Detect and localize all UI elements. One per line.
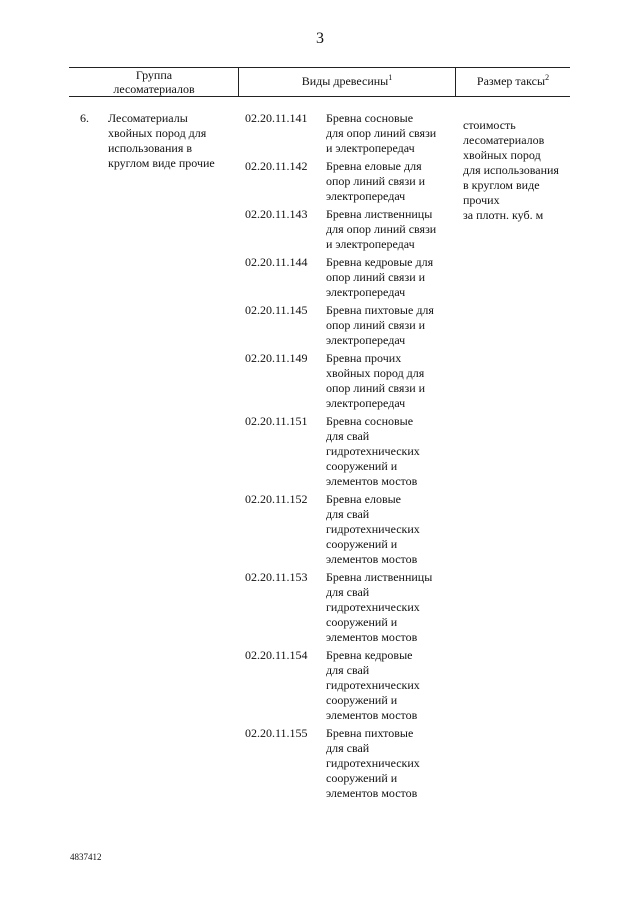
wood-type-description-line: опор линий связи и [326, 270, 426, 284]
group-name-line: хвойных пород для [108, 126, 207, 140]
document-code: 4837412 [70, 852, 102, 862]
group-name-line: Лесоматериалы [108, 111, 188, 125]
wood-type-description-line: для свай [326, 663, 370, 677]
wood-type-code: 02.20.11.144 [245, 255, 308, 269]
wood-type-description-line: элементов мостов [326, 552, 418, 566]
wood-type-description [326, 207, 456, 252]
wood-type-description [326, 648, 456, 723]
rate-description-line: за плотн. куб. м [463, 208, 544, 222]
wood-type-description-line: гидротехнических [326, 444, 420, 458]
wood-type-description-line: для опор линий связи [326, 126, 437, 140]
wood-type-description-line: для свай [326, 429, 370, 443]
wood-type-description-line: и электропередач [326, 141, 415, 155]
header-group-cell [70, 68, 238, 96]
wood-type-description-line: Бревна пихтовые [326, 726, 414, 740]
wood-type-description-line: гидротехнических [326, 600, 420, 614]
header-group-line-2: лесоматериалов [113, 82, 195, 96]
wood-type-description [326, 492, 456, 567]
wood-type-code: 02.20.11.143 [245, 207, 308, 221]
wood-type-description-line: сооружений и [326, 771, 398, 785]
rate-description-line: в круглом виде [463, 178, 540, 192]
wood-type-description-line: для свай [326, 741, 370, 755]
wood-type-code: 02.20.11.141 [245, 111, 308, 125]
wood-type-description-line: сооружений и [326, 537, 398, 551]
wood-type-description [326, 303, 456, 348]
rate-description [463, 118, 578, 223]
wood-type-description-line: Бревна сосновые [326, 111, 414, 125]
wood-type-description [326, 414, 456, 489]
wood-type-code: 02.20.11.145 [245, 303, 308, 317]
group-name-line: круглом виде прочие [108, 156, 215, 170]
wood-type-code: 02.20.11.155 [245, 726, 308, 740]
wood-type-description-line: гидротехнических [326, 522, 420, 536]
wood-type-description-line: электропередач [326, 189, 406, 203]
rate-description-line: лесоматериалов [463, 133, 545, 147]
wood-type-description-line: для свай [326, 585, 370, 599]
wood-type-description-line: для опор линий связи [326, 222, 437, 236]
wood-type-description-line: сооружений и [326, 693, 398, 707]
header-group-line-1: Группа [135, 68, 173, 82]
wood-type-description-line: электропередач [326, 333, 406, 347]
rate-description-line: хвойных пород [463, 148, 541, 162]
wood-type-description-line: гидротехнических [326, 678, 420, 692]
wood-type-description-line: Бревна сосновые [326, 414, 414, 428]
wood-type-description-line: Бревна лиственницы [326, 570, 433, 584]
header-bottom-rule [69, 96, 570, 97]
wood-type-description-line: элементов мостов [326, 708, 418, 722]
wood-type-description-line: хвойных пород для [326, 366, 425, 380]
wood-type-description [326, 570, 456, 645]
wood-type-description-line: сооружений и [326, 615, 398, 629]
wood-type-description-line: и электропередач [326, 237, 415, 251]
group-name [108, 111, 240, 171]
rate-description-line: для использования [463, 163, 559, 177]
wood-type-description-line: Бревна пихтовые для [326, 303, 434, 317]
wood-type-description [326, 159, 456, 204]
wood-type-description-line: опор линий связи и [326, 318, 426, 332]
wood-type-description-line: сооружений и [326, 459, 398, 473]
wood-type-description-line: Бревна кедровые для [326, 255, 434, 269]
wood-type-description-line: элементов мостов [326, 474, 418, 488]
wood-type-description-line: опор линий связи и [326, 174, 426, 188]
wood-type-code: 02.20.11.153 [245, 570, 308, 584]
group-number: 6. [80, 111, 89, 125]
rate-description-line: стоимость [463, 118, 516, 132]
header-wood-types-cell [239, 74, 455, 88]
wood-type-code: 02.20.11.154 [245, 648, 308, 662]
header-rate-footnote: 2 [545, 73, 550, 82]
wood-type-description-line: Бревна еловые для [326, 159, 422, 173]
header-wood-types-footnote: 1 [388, 73, 393, 82]
wood-type-description-line: элементов мостов [326, 786, 418, 800]
header-rate-text: Размер таксы [476, 74, 546, 88]
header-rate-cell [456, 74, 570, 88]
wood-type-description [326, 111, 456, 156]
wood-type-description-line: электропередач [326, 396, 406, 410]
header-wood-types-text: Виды древесины [301, 74, 389, 88]
wood-type-description-line: Бревна кедровые [326, 648, 413, 662]
wood-type-description-line: Бревна лиственницы [326, 207, 433, 221]
wood-type-description-line: для свай [326, 507, 370, 521]
page-number: 3 [316, 30, 324, 47]
wood-type-description [326, 351, 456, 411]
wood-type-description-line: электропередач [326, 285, 406, 299]
wood-type-code: 02.20.11.151 [245, 414, 308, 428]
wood-type-code: 02.20.11.152 [245, 492, 308, 506]
wood-type-description-line: опор линий связи и [326, 381, 426, 395]
wood-type-code: 02.20.11.149 [245, 351, 308, 365]
wood-type-description-line: Бревна прочих [326, 351, 402, 365]
wood-type-description-line: Бревна еловые [326, 492, 401, 506]
rate-description-line: прочих [463, 193, 500, 207]
wood-type-description-line: элементов мостов [326, 630, 418, 644]
group-name-line: использования в [108, 141, 193, 155]
wood-type-code: 02.20.11.142 [245, 159, 308, 173]
wood-type-description [326, 255, 456, 300]
wood-type-description-line: гидротехнических [326, 756, 420, 770]
wood-type-description [326, 726, 456, 801]
